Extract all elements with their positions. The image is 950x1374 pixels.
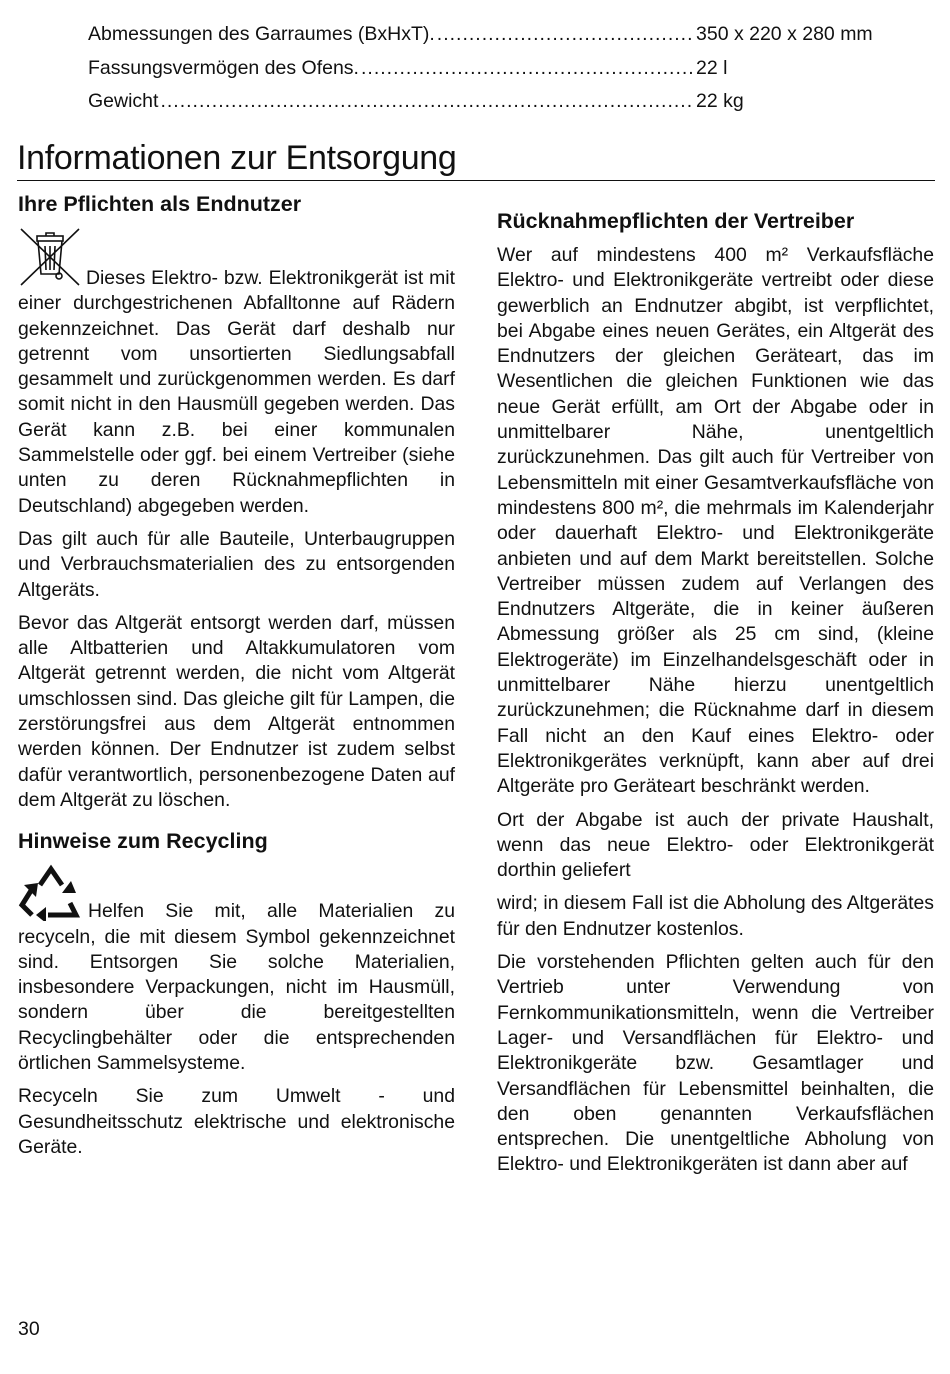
spec-label: Fassungsvermögen des Ofens.	[88, 56, 359, 79]
spec-label: Abmessungen des Garraumes (BxHxT).	[88, 23, 435, 45]
paragraph-text: Helfen Sie mit, alle Materialien zu recyceln, die mit diesem Symbol gekennzeichnet sind. Entsorgen Sie solche Materialien, insbesondere Verpackungen, nicht im Hausmüll, sondern über die bereitgestellten Recyclingbehälter oder die entsprechenden örtlichen Sammelsysteme.	[18, 900, 455, 1075]
crossed-out-wheelie-bin-icon	[18, 226, 82, 288]
page-number: 30	[18, 1318, 40, 1340]
paragraph-private-household: Ort der Abgabe ist auch der private Haushalt, wenn das neue Elektro- oder Elektronikgerät dorthin geliefert	[497, 808, 934, 882]
left-column	[18, 190, 455, 1168]
leader-dots	[361, 52, 694, 86]
paragraph-components: Das gilt auch für alle Bauteile, Unterbaugruppen und Verbrauchsmaterialien des zu entsorgenden Altgeräts.	[18, 527, 455, 601]
page-title: Informationen zur Entsorgung	[17, 136, 935, 181]
section-heading-endnutzer: Ihre Pflichten als Endnutzer	[18, 192, 302, 216]
paragraph-bin-notice	[18, 226, 455, 519]
paragraph-recycle-devices: Recyceln Sie zum Umwelt - und Gesundheitsschutz elektrische und elektronische Geräte.	[18, 1085, 455, 1158]
paragraph-distance-selling: Die vorstehenden Pflichten gelten auch für den Vertrieb unter Verwendung von Fernkommunikationsmitteln, wenn die Vertreiber Lager- und Versandflächen für Elektro- und Elektronikgeräte bzw. Gesamtlager und Versandflächen für Lebensmittel beinhalten, die den oben genannten Verkaufsflächen entsprechen. Die unentgeltliche Abholung von Elektro- und Elektronikgeräten ist dann aber auf	[497, 951, 934, 1176]
paragraph-free-pickup: wird; in diesem Fall ist die Abholung des Altgerätes für den Endnutzer kostenlos.	[497, 892, 934, 940]
spec-value: 22 kg	[696, 90, 744, 112]
spec-row-capacity	[88, 52, 908, 86]
paragraph-recycling-notice	[18, 863, 455, 1076]
specifications-list	[88, 18, 908, 119]
spec-value: 350 x 220 x 280 mm	[696, 23, 873, 45]
spec-label: Gewicht	[88, 90, 159, 112]
spec-row-dimensions	[88, 18, 908, 52]
leader-dots	[160, 85, 694, 119]
leader-dots	[437, 18, 694, 52]
paragraph-retailer-duties: Wer auf mindestens 400 m² Verkaufsfläche Elektro- und Elektronikgeräte vertreibt oder diese gewerblich an Endnutzer abgibt, ist verpflichtet, bei Abgabe eines neuen Gerätes, ein Altgerät des Endnutzers der gleichen Geräteart, das im Wesentlichen die gleichen Funktionen wie das neue Gerät erfüllt, am Ort der Abgabe oder in unmittelbarer Nähe, unentgeltlich zurückzunehmen. Das gilt auch für Vertreiber von Lebensmitteln mit einer Gesamtverkaufsfläche von mindestens 800 m², die mehrmals im Kalenderjahr oder dauerhaft Elektro- und Elektronikgeräte anbieten und auf dem Markt bereitstellen. Solche Vertreiber müssen zudem auf Verlangen des Endnutzers Altgeräte, die in keiner äußeren Abmessung größer als 25 cm sind, (kleine Elektrogeräte) im Einzelhandelsgeschäft oder in unmittelbarer Nähe hierzu unentgeltlich zurückzunehmen; die Rücknahme darf in diesem Fall nicht an den Kauf eines Elektro- oder Elektronikgerätes verknüpft, kann aber auf drei Altgeräte pro Geräteart beschränkt werden.	[497, 244, 934, 798]
recycling-symbol-icon	[18, 863, 84, 921]
section-heading-recycling: Hinweise zum Recycling	[18, 829, 268, 854]
paragraph-text: Dieses Elektro- bzw. Elektronikgerät ist mit einer durchgestrichenen Abfalltonne auf Rädern gekennzeichnet. Das Gerät darf deshalb nur getrennt vom unsortierten Siedlungsabfall gesammelt und zurückgenommen werden. Es darf somit nicht in den Hausmüll gegeben werden. Das Gerät kann z.B. bei einer kommunalen Sammelstelle oder ggf. bei einem Vertreiber (siehe unten zu deren Rücknahmepflichten in Deutschland) abgegeben werden.	[18, 267, 455, 517]
spec-row-weight	[88, 85, 908, 119]
right-column	[497, 207, 934, 1186]
spec-value: 22 l	[696, 56, 728, 79]
section-heading-vertreiber: Rücknahmepflichten der Vertreiber	[497, 209, 855, 233]
icon-spacer	[18, 226, 455, 266]
paragraph-batteries: Bevor das Altgerät entsorgt werden darf, müssen alle Altbatterien und Altakkumulatoren vom Altgerät getrennt werden, die nicht vom Altgerät umschlossen sind. Das gleiche gilt für Lampen, die zerstörungsfrei aus dem Altgerät entnommen werden können. Der Endnutzer ist zudem selbst dafür verantwortlich, personenbezogene Daten auf dem Altgerät zu löschen.	[18, 611, 455, 811]
